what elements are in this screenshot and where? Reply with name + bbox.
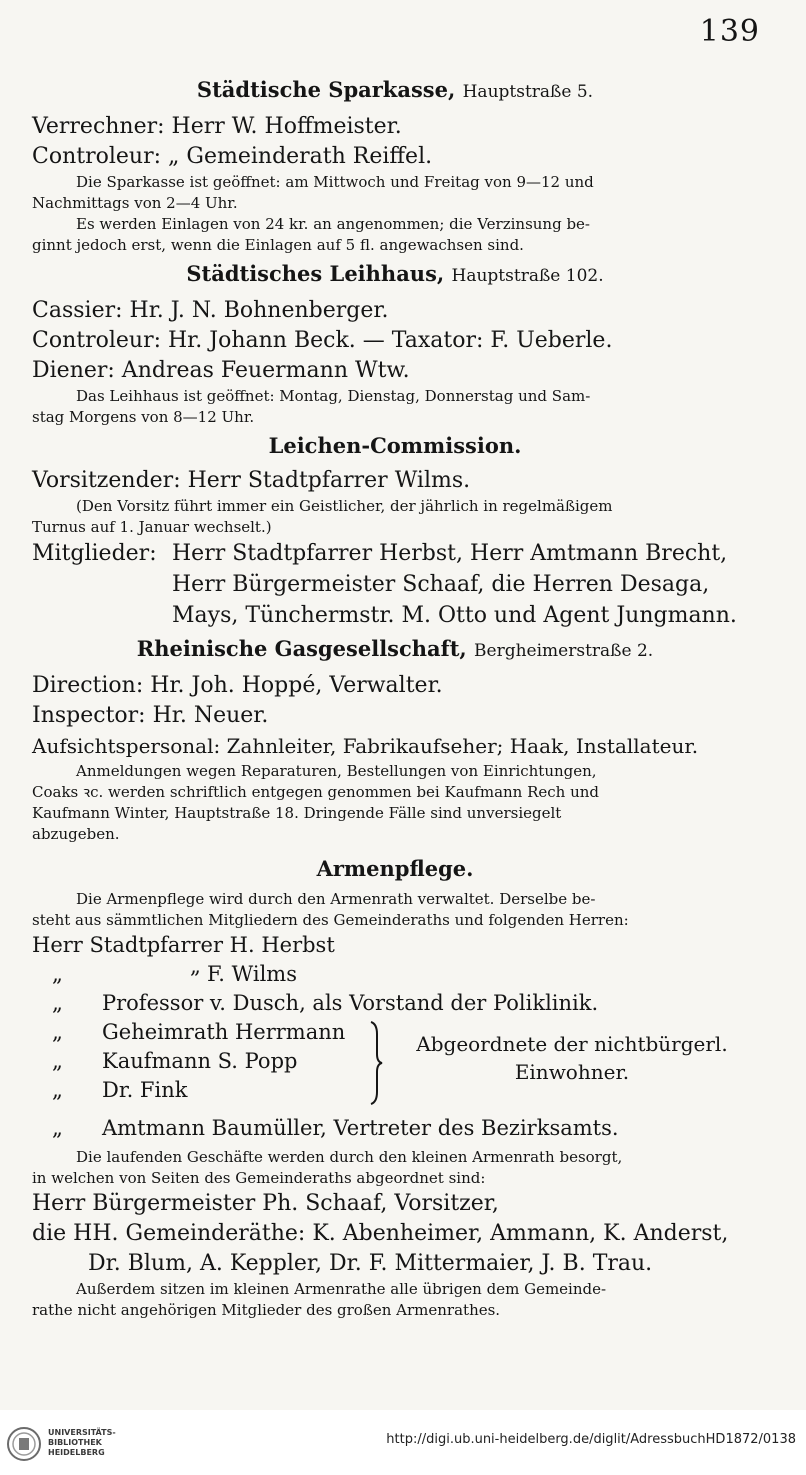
section-title: Städtische Sparkasse, [196,77,456,102]
delegate-name: Geheimrath Herrmann [102,1020,346,1044]
text-line: Controleur: „ Gemeinderath Reiffel. [32,144,433,169]
section-heading-leihhaus [32,260,758,290]
text-line: Direction: Hr. Joh. Hoppé, Verwalter. [32,673,443,698]
delegate-name: Dr. Fink [102,1078,188,1102]
text-line: Kaufmann Winter, Hauptstraße 18. Dringende Fälle sind unversiegelt [32,804,562,822]
delegates-group [32,1018,758,1108]
section-heading-gas [32,635,758,665]
members-line: Mays, Tünchermstr. M. Otto und Agent Jungmann. [172,603,737,628]
ditto-mark: „ [52,962,63,986]
section-heading-armen [32,855,758,883]
library-seal-icon [6,1426,42,1462]
section-address: Bergheimerstraße 2. [474,641,654,661]
text-line: Coaks ꝛc. werden schriftlich entgegen genommen bei Kaufmann Rech und [32,783,600,801]
text-line: Die laufenden Geschäfte werden durch den kleinen Armenrath besorgt, [76,1148,623,1166]
page-content [32,72,758,1321]
members-line: Herr Bürgermeister Schaaf, die Herren Desaga, [172,572,710,597]
text-line: Nachmittags von 2—4 Uhr. [32,194,238,212]
text-line: Einwohner. [514,1060,630,1084]
ditto-mark: „ [52,1078,63,1102]
curly-brace-icon [367,1020,385,1106]
text-line: Inspector: Hr. Neuer. [32,703,269,728]
text-line: Turnus auf 1. Januar wechselt.) [32,518,272,536]
text-line: F. Wilms [207,962,297,986]
text-line: Außerdem sitzen im kleinen Armenrathe alle übrigen dem Gemeinde- [76,1280,607,1298]
section-heading-leichen [32,432,758,460]
armen-row [32,954,758,989]
armen-row [32,989,758,1018]
text-line: stag Morgens von 8—12 Uhr. [32,408,255,426]
logo-line: BIBLIOTHEK [48,1438,102,1447]
ditto-mark: „ [190,954,201,978]
text-line: Dr. Blum, A. Keppler, Dr. F. Mittermaier, J. B. Trau. [88,1251,653,1276]
text-line: Herr Stadtpfarrer H. Herbst [32,933,335,957]
text-line: in welchen von Seiten des Gemeinderaths abgeordnet sind: [32,1169,486,1187]
text-line: Verrechner: Herr W. Hoffmeister. [32,114,402,139]
section-title: Leichen-Commission. [268,433,522,458]
text-line: Die Sparkasse ist geöffnet: am Mittwoch und Freitag von 9—12 und [76,173,594,191]
delegates-description [402,1030,742,1086]
ditto-mark: „ [52,991,63,1015]
text-line: Cassier: Hr. J. N. Bohnenberger. [32,298,389,323]
delegate-row [32,1018,372,1047]
text-line: die HH. Gemeinderäthe: K. Abenheimer, Ammann, K. Anderst, [32,1221,729,1246]
section-heading-sparkasse [32,76,758,106]
ditto-mark: „ [52,1020,63,1044]
text-line: rathe nicht angehörigen Mitglieder des großen Armenrathes. [32,1301,501,1319]
text-line: Aufsichtspersonal: Zahnleiter, Fabrikaufseher; Haak, Installateur. [32,734,699,758]
text-line: Amtmann Baumüller, Vertreter des Bezirksamts. [102,1116,619,1140]
ditto-mark: „ [52,1116,63,1140]
page-number: 139 [699,14,760,49]
armen-row [32,931,758,960]
library-logo[interactable] [6,1424,156,1464]
text-line: (Den Vorsitz führt immer ein Geistlicher, der jährlich in regelmäßigem [76,497,613,515]
text-line: Die Armenpflege wird durch den Armenrath verwaltet. Derselbe be- [76,890,596,908]
section-address: Hauptstraße 5. [462,82,594,102]
text-line: Es werden Einlagen von 24 kr. an angenommen; die Verzinsung be- [76,215,590,233]
text-line: Vorsitzender: Herr Stadtpfarrer Wilms. [32,468,471,493]
section-title: Städtisches Leihhaus, [186,261,445,286]
ditto-mark: „ [52,1049,63,1073]
permalink-url[interactable]: http://digi.ub.uni-heidelberg.de/diglit/AdressbuchHD1872/0138 [386,1432,796,1447]
section-address: Hauptstraße 102. [451,266,604,286]
text-line: Professor v. Dusch, als Vorstand der Poliklinik. [102,991,599,1015]
members-label: Mitglieder: [32,541,157,566]
delegate-name: Kaufmann S. Popp [102,1049,298,1073]
logo-line: HEIDELBERG [48,1448,105,1457]
text-line: Anmeldungen wegen Reparaturen, Bestellungen von Einrichtungen, [76,762,597,780]
text-line: Diener: Andreas Feuermann Wtw. [32,358,410,383]
text-line: Herr Bürgermeister Ph. Schaaf, Vorsitzer, [32,1191,499,1216]
text-line: abzugeben. [32,825,120,843]
section-title: Rheinische Gasgesellschaft, [136,636,467,661]
text-line: Abgeordnete der nichtbürgerl. [416,1032,728,1056]
text-line: Das Leihhaus ist geöffnet: Montag, Dienstag, Donnerstag und Sam- [76,387,591,405]
text-line: steht aus sämmtlichen Mitgliedern des Gemeinderaths und folgenden Herren: [32,911,629,929]
logo-text [48,1428,116,1458]
delegate-row [32,1047,372,1076]
members-line: Herr Stadtpfarrer Herbst, Herr Amtmann Brecht, [172,541,728,566]
text-line: ginnt jedoch erst, wenn die Einlagen auf 5 fl. angewachsen sind. [32,236,524,254]
delegate-row [32,1076,372,1105]
armen-row [32,1114,758,1143]
text-line: Controleur: Hr. Johann Beck. — Taxator: F. Ueberle. [32,328,613,353]
logo-line: UNIVERSITÄTS- [48,1428,116,1437]
viewer-footer [0,1410,806,1475]
section-title: Armenpflege. [316,856,474,881]
members-block [32,538,758,631]
